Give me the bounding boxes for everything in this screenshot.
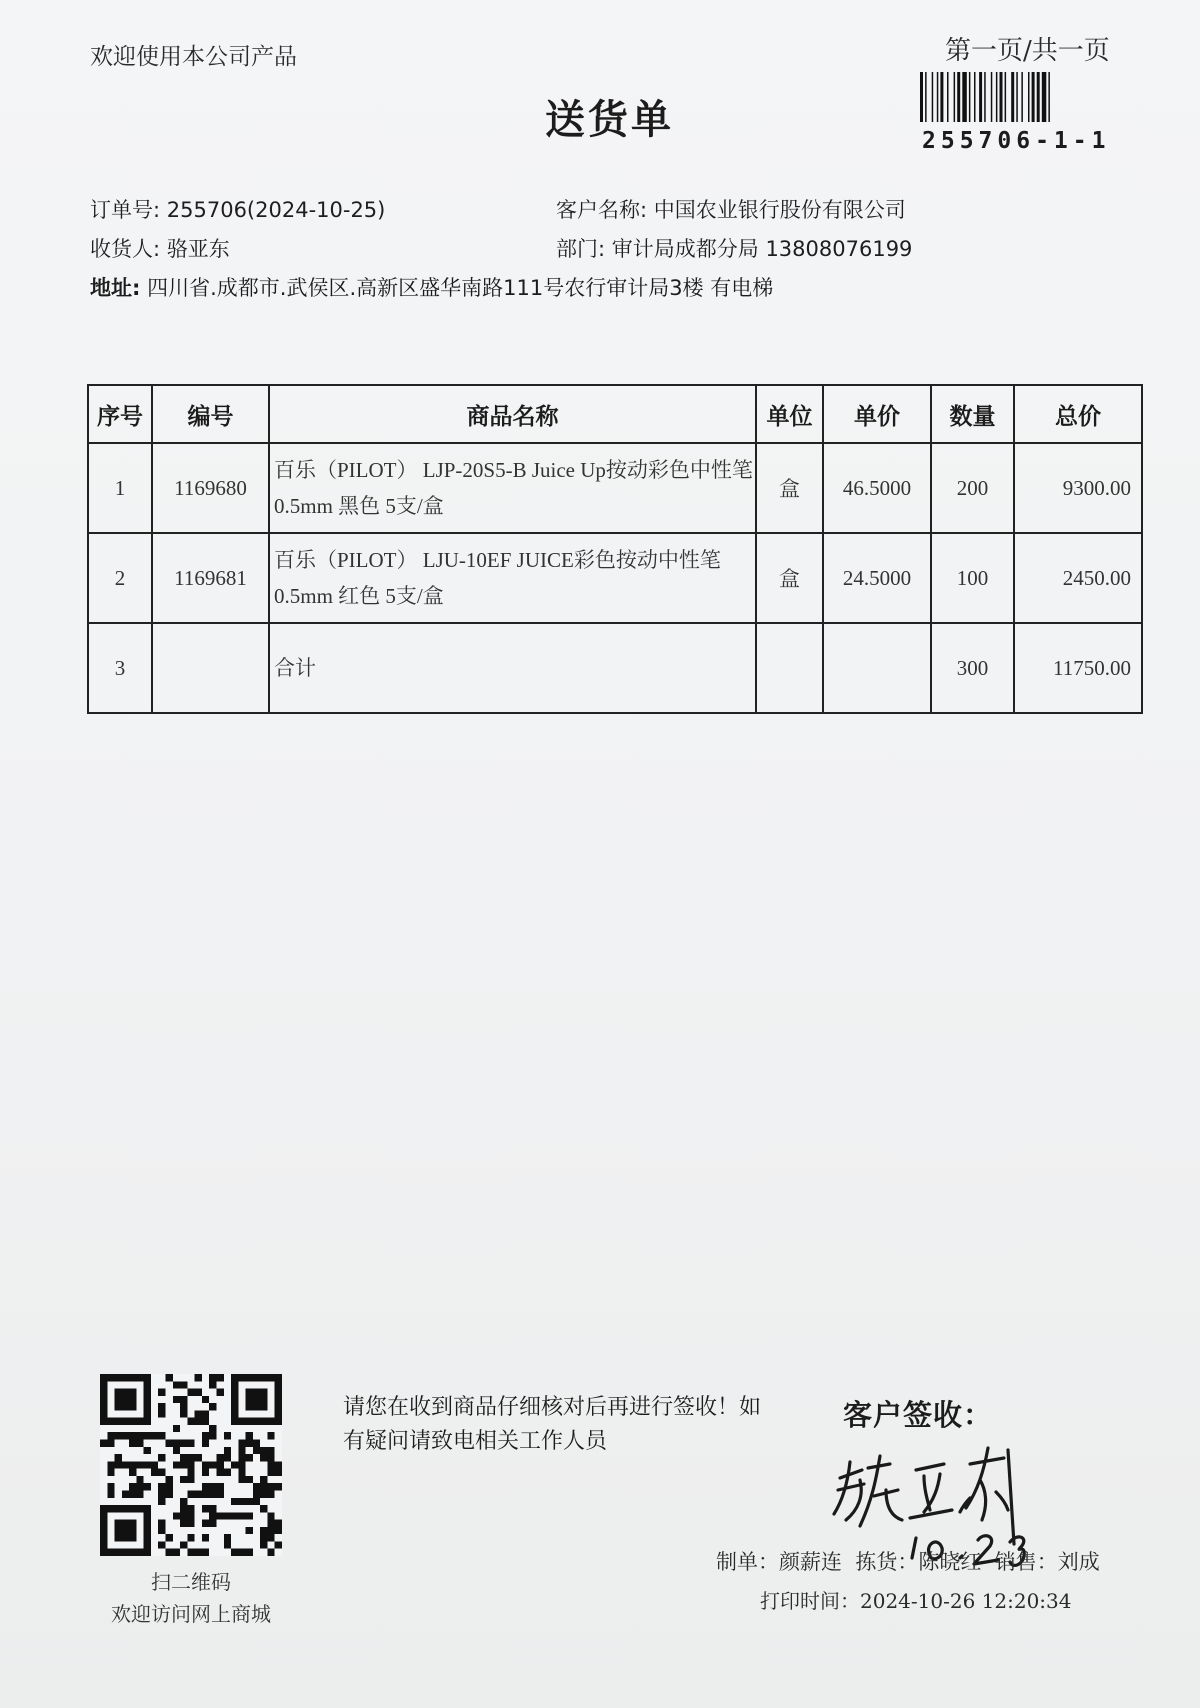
welcome-text: 欢迎使用本公司产品	[90, 44, 297, 70]
col-header-price: 单价	[823, 385, 931, 443]
order-label: 订单号:	[90, 198, 161, 222]
receipt-notice: 请您在收到商品仔细核对后再进行签收！如有疑问请致电相关工作人员	[343, 1395, 762, 1454]
cell-unit: 盒	[756, 533, 823, 623]
col-header-code: 编号	[152, 385, 269, 443]
print-time-label: 打印时间：	[760, 1589, 860, 1613]
cell-code	[152, 623, 269, 713]
document-title: 送货单	[545, 96, 674, 143]
col-header-name: 商品名称	[269, 385, 756, 443]
cell-total: 2450.00	[1014, 533, 1142, 623]
cell-qty: 300	[931, 623, 1014, 713]
print-time	[760, 1585, 1072, 1614]
receiver	[90, 233, 230, 263]
cell-name: 合计	[269, 623, 756, 713]
sales-value: 刘成	[1057, 1550, 1100, 1574]
col-header-total: 总价	[1014, 385, 1142, 443]
table-row	[88, 533, 1142, 623]
receiver-label: 收货人:	[90, 237, 161, 261]
cell-unit: 盒	[756, 443, 823, 533]
goods-table	[87, 384, 1143, 714]
cell-price: 24.5000	[823, 533, 931, 623]
cell-qty: 200	[931, 443, 1014, 533]
qr-caption-visit: 欢迎访问网上商城	[111, 1602, 271, 1626]
cell-seq: 2	[88, 533, 152, 623]
table-row	[88, 443, 1142, 533]
picker-value: 陈晓红	[918, 1550, 982, 1574]
customer-name	[556, 194, 906, 224]
department	[556, 233, 912, 263]
table-row-total	[88, 623, 1142, 713]
picker-label: 拣货：	[855, 1550, 919, 1574]
address-label: 地址:	[90, 276, 141, 300]
cell-total: 11750.00	[1014, 623, 1142, 713]
order-number	[90, 194, 385, 224]
sales-label: 销售：	[994, 1550, 1058, 1574]
cell-price	[823, 623, 931, 713]
receiver-value: 骆亚东	[166, 237, 230, 261]
barcode-icon	[920, 72, 1134, 122]
maker-value: 颜薪连	[779, 1550, 842, 1574]
dept-value: 审计局成都分局 13808076199	[611, 237, 913, 261]
cell-unit	[756, 623, 823, 713]
col-header-seq: 序号	[88, 385, 152, 443]
cell-qty: 100	[931, 533, 1014, 623]
qr-code-icon	[100, 1374, 282, 1556]
cell-seq: 3	[88, 623, 152, 713]
customer-sign-label: 客户签收：	[843, 1398, 994, 1432]
address-value: 四川省.成都市.武侯区.高新区盛华南路111号农行审计局3楼 有电梯	[147, 276, 774, 300]
address	[90, 272, 773, 302]
cell-price: 46.5000	[823, 443, 931, 533]
customer-label: 客户名称:	[556, 198, 648, 222]
cell-name: 百乐（PILOT） LJP-20S5-B Juice Up按动彩色中性笔 0.5mm 黑色 5支/盒	[269, 443, 756, 533]
cell-total: 9300.00	[1014, 443, 1142, 533]
maker-label: 制单：	[716, 1550, 779, 1574]
qr-caption-scan: 扫二维码	[151, 1570, 231, 1594]
order-value: 255706(2024-10-25)	[166, 198, 386, 222]
customer-value: 中国农业银行股份有限公司	[653, 198, 906, 222]
cell-code: 1169680	[152, 443, 269, 533]
print-time-value: 2024-10-26 12:20:34	[860, 1589, 1072, 1613]
cell-name: 百乐（PILOT） LJU-10EF JUICE彩色按动中性笔 0.5mm 红色 5支/盒	[269, 533, 756, 623]
dept-label: 部门:	[556, 237, 606, 261]
staff-line	[716, 1546, 1100, 1576]
page-info: 第一页/共一页	[945, 36, 1110, 66]
qr-caption	[85, 1566, 297, 1630]
col-header-unit: 单位	[756, 385, 823, 443]
col-header-qty: 数量	[931, 385, 1014, 443]
table-header-row	[88, 385, 1142, 443]
cell-code: 1169681	[152, 533, 269, 623]
cell-seq: 1	[88, 443, 152, 533]
barcode-number: 255706-1-1	[922, 128, 1111, 154]
